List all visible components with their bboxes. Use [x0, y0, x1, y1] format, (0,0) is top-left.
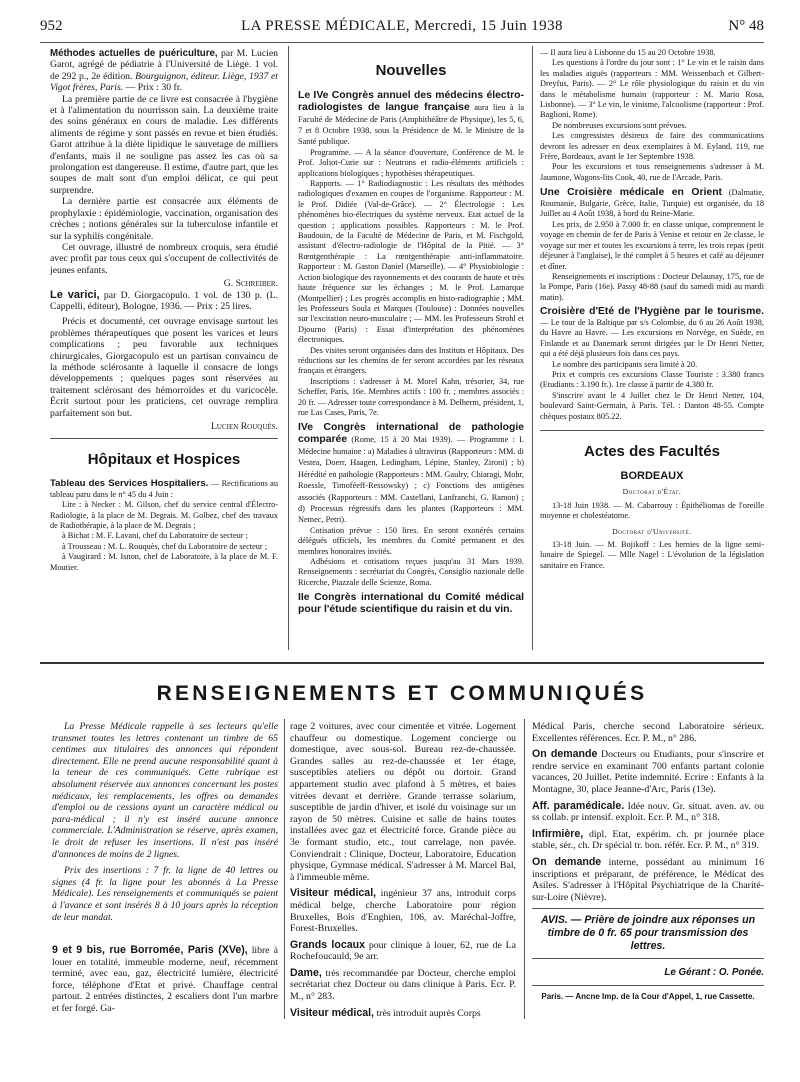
book1-paragraph: Cet ouvrage, illustré de nombreux croquis, sera étudié avec profit par tous ceux qui s'occupent de collectivités de jeunes enfants. [50, 241, 278, 276]
ad-paramedicale-lead: Aff. paramédicale. [532, 799, 625, 812]
congress-1-inscriptions: Inscriptions : s'adresser à M. Morel Kahn, trésorier, 34, rue Scheffer, Paris, 16e. Membres actifs : 100 fr. ; membres associés : 20 fr. — Adresser toute correspondance à M. Delherm, président, 1, rue Las Cases, Paris, 7e. [298, 376, 524, 417]
croisiere-ete [540, 306, 764, 359]
croisiere-orient-prix: Les prix, de 2.950 à 7.000 fr. en classe unique, comprennent le voyage en chemin de fer de Paris à Venise et retour en 2e classe, le voyage sur mer et toutes les excursions à terre, les trois repas (petit déjeuner à l'anglaise), le thé complet à 5 heures et café au déjeuner et dîner. [540, 219, 764, 271]
book-review-1 [50, 48, 278, 94]
ad-visiteur-1 [290, 888, 516, 934]
ad-visiteur-1-lead: Visiteur médical, [290, 887, 377, 900]
bottom-column-notice [52, 721, 278, 1020]
ad-demande-1-lead: On demande [532, 748, 598, 761]
congress-2-head: IVe Congrès international de pathologie comparée [298, 422, 524, 446]
book1-paragraph: La dernière partie est consacrée aux éléments de prophylaxie : épidémiologie, vaccination, organisation des crèches ; notions générales sur la tuberculose infantile et sur la syphilis congénitale. [50, 196, 278, 242]
doctorat-univ-entry: 13-18 Juin. — M. Bojikoff : Les hernies de la ligne semi-lunaire de Spiegel. — Mlle Nagel : L'évolution de la législation sanitaire en France. [540, 540, 764, 570]
croisiere-ete-inscription: S'inscrire avant le 4 Juillet chez le Dr Henri Netter, 104, boulevard Saint-Germain, à Paris. Tél. : Danton 48-55. Compte chèques postaux 805.22. [540, 390, 764, 421]
avis-notice: AVIS. — Prière de joindre aux réponses un timbre de 0 fr. 65 pour transmission des lettres. [540, 914, 756, 952]
congress-3-renseignements: Pour les excursions et tous renseignements s'adresser à M. Jaumone, Wagons-lits Cook, 40, rue de l'Arcade, Paris. [540, 162, 764, 182]
book2-title: Le varici, [50, 288, 100, 301]
congress-1-programme: Programme. — A la séance d'ouverture, Conférence de M. le Prof. Joliot-Curie sur : Neutrons et radio-éléments artificiels : applications biologiques ; hypothèses thérapeutiques. [298, 147, 524, 178]
ad-visiteur-1-body: ingénieur 37 ans, introduit corps médical belge, cherche Laboratoire pour région Bruxelles, Bois d'Enghien, 106, av. Maréchal-Joffre, Forest-Bruxelles. [290, 888, 516, 935]
ad-visiteur-2 [290, 1008, 516, 1020]
book1-price: — Prix : 30 fr. [125, 82, 182, 94]
ad-dame-body: très recommandée par Docteur, cherche emploi secrétariat chez Docteur ou dans clinique à Paris. Ecr. P. M., n° 283. [290, 967, 516, 1003]
bordeaux-heading: BORDEAUX [620, 470, 684, 482]
column-rule [524, 719, 525, 1019]
bottom-column-ads [290, 721, 516, 1024]
congress-1-body: aura lieu à la Faculté de Médecine de Paris (Amphithéâtre de Physique), les 5, 6, 7 et 8 Octobre 1938, sous la Présidence de M. le Ministre de la Santé publique. [298, 102, 524, 147]
nouvelles-title: Nouvelles [375, 62, 447, 79]
hopitaux-line: à Trousseau : M. L. Rouquès, chef du Laboratoire de secteur ; [62, 541, 268, 551]
ad-dame [290, 968, 516, 1003]
hopitaux-intro-text: — Rectifications au tableau paru dans le n° 45 du 4 Juin : [50, 479, 278, 499]
croisiere-orient [540, 187, 764, 220]
book1-ref: par M. Lucien Garot, agrégé de pédiatrie à l'Université de Liège. 1 vol. de 292 p., 2e édition. [50, 48, 278, 82]
section-divider [50, 438, 278, 439]
issue-number: N° 48 [728, 18, 764, 34]
croisiere-orient-body: (Dalmatie, Roumanie, Bulgarie, Grèce, Italie, Turquie) est organisée, du 18 Juillet au 4 Août 1938, à bord du Reine-Marie. [540, 188, 764, 219]
bottom-column-ads-2 [532, 721, 764, 1007]
renseignements-title: RENSEIGNEMENTS ET COMMUNIQUÉS [156, 682, 648, 705]
book1-signature: G. Schreiber. [223, 278, 278, 290]
hopitaux-intro [50, 479, 278, 500]
croisiere-orient-rens: Renseignements et inscriptions : Docteur Delaunay, 175, rue de la Pompe, Paris (16e). Passy 48-88 (sauf du samedi midi au mardi matin). [540, 271, 764, 302]
doctorat-etat-heading: Doctorat d'État. [622, 487, 682, 497]
book2-signature: Lucien Rouquès. [211, 421, 278, 432]
congress-3-excursions: De nombreuses excursions sont prévues. [552, 120, 687, 130]
column-reviews [50, 48, 278, 573]
congress-3-head: IIe Congrès international du Comité médical pour l'étude scientifique du raisin et du vin. [298, 592, 524, 616]
ad-infirmiere-lead: Infirmière, [532, 827, 584, 840]
ad-borromee-body: libre à louer en totalité, immeuble moderne, neuf, récemment terminé, avec eau, gaz, électricité lumière, électricité force, téléphone d'Etat et privé. Chauffage central partout. 2 entrées distinctes, 2 escaliers dont l'un marbre et fer forgé. Ga- [52, 945, 278, 1015]
ad-borromee-suite: rage 2 voitures, avec cour cimentée et vitrée. Logement chauffeur ou domestique. Logement concierge ou domestique, avec sous-sol. Bureau rez-de-chaussée. Grandes salles au rez-de-chaussée et 1er étage, susceptibles ateliers ou dépôt ou dortoir. Grand appartement studio avec plafond à 5 mètres, et baies vitrées devant et derrière. Grande terrasse solarium, susceptible de jardin d'hiver, et isolé du voisinage sur un rayon de 50 mètres. Cuisine et salle de bains toutes installées avec gaz et électricité force. Grande pièce au 3e formant studio, etc., tout carrelage, non pavée. Conviendrait : Clinique, Docteur, Laboratoire, Education physique, Gymnase médical. S'adresser à M. Marcel Bal, à l'immeuble même. [290, 721, 516, 883]
avis-rule [532, 908, 764, 909]
ad-locaux [290, 940, 516, 963]
ad-demande-1-body: Docteurs ou Etudiants, pour s'inscrire et rendre service en examinant 700 enfants partant colonie vacances, 20 Juillet. Petite indemnité. Ecrire : Enfants à la Montagne, 30, place Jeanne-d'Arc, Paris (13e). [532, 749, 764, 795]
ad-infirmiere-body: dipl. Etat, expérim. ch. pr journée place stable, sér., ch. Dr spécial tr. bon. référ. Ecr. P. M., n° 319. [532, 828, 764, 852]
croisiere-ete-head: Croisière d'Eté de l'Hygiène par le tourisme. [540, 306, 764, 318]
column-nouvelles-suite [540, 48, 764, 571]
ad-infirmiere [532, 829, 764, 852]
congress-1-head: Le IVe Congrès annuel des médecins électro-radiologistes de langue française [298, 90, 524, 113]
imprint-line: Paris. — Ancne Imp. de la Cour d'Appel, 1, rue Cassette. [541, 991, 755, 1001]
croisiere-ete-body: — Le tour de la Baltique par s/s Colombie, du 6 au 26 Août 1938, du Havre au Havre. — Les excursions en Norvège, en Suède, en Finlande et au Danemark seront dirigées par le Dr Henri Netter, qui a été déjà plusieurs fois dans ces pays. [540, 317, 764, 359]
book1-publisher: Bourguignon, éditeur. Liège, 1937 et Vigot frères, Paris. [50, 70, 278, 94]
renseignements-prix: Prix des insertions : 7 fr. la ligne de 40 lettres ou signes (4 fr. la ligne pour les abonnés à La Presse Médicale). Les renseignements et communiqués se paient à l'avance et sont insérés 8 à 10 jours après la réception de leur mandat. [52, 865, 278, 923]
congress-1-rapports: Rapports. — 1° Radiodiagnostic : Les résultats des méthodes radiologiques d'examen en coupes de l'organisme. Rapporteur : M. le Prof. Didiée (Val-de-Grâce). — 2° Électrologie : Les phénomènes bio-électriques du système nerveux. Etat actuel de la question ; applications possibles. Rapporteurs : M. le Prof. Baudouin, de la Faculté de Médecine de Paris, et M. Fischgold, assistant d'électro-radiologie de l'Hôpital de la Pitié. — 3° Rœntgenthérapie : La rœntgenthérapie anti-inflammatoire. Rapporteur : M. Gaston Daniel (Marseille). — 4° Physiobiologie : Action biologique des rayonnements et des courants de haute et très haute fréquence sur les échanges ; M. le Prof. Lamarque (Montpellier) ; Les progrès accomplis en histo-radiographie ; MM. les Professeurs Soula et Marques (Toulouse) : Données nouvelles sur l'excitation neuro-musculaire ; — MM. les Professeurs Strohl et Djourno (Paris) : Essai d'interprétation des phénomènes électroniques. [298, 179, 524, 345]
congress-3-questions: Les questions à l'ordre du jour sont : 1° Le vin et le raisin dans les maladies aiguës (rapporteurs : MM. Weissenbach et Gilbert-Dreyfus, Paris). — 2° Le rôle physiologique du raisin et du vin dans le métabolisme humain (rapporteur : M. Mario Rosa, Lisbonne). — 3° Le vin, le vinisme, l'alcoolisme (rapporteur : Prof. Baglioni, Rome). [540, 58, 764, 120]
congress-3-date: — Il aura lieu à Lisbonne du 15 au 20 Octobre 1938. [540, 48, 716, 57]
column-nouvelles [298, 48, 524, 616]
congress-2-body: (Rome, 15 à 20 Mai 1939). — Programme : I. Médecine humaine : a) Maladies à ultravirus (Rapporteurs : MM. di Vestea, Doerr, Haagen, Ledingham, Lépine, Stanley, Zironi) ; b) Hérédité en pathologie (Rapporteurs : MM. Gaulry, Chiaragi, Mohr, Roessle, Timoféeff-Ressowsky) ; c) Fonctions des antigènes associés (Rapporteurs : MM. Castellani, Lanfranchi, G. Ramon) ; d) Processus régressifs dans les plantes (Rapporteurs : MM. Nemec, Petri). [298, 435, 524, 525]
croisiere-ete-prix: Prix et compris ces excursions Classe Touriste : 3.380 francs (Etudiants : 3.190 fr.). 1re classe à partir de 4.380 fr. [540, 369, 764, 390]
ad-visiteur-2-suite: Médical Paris, cherche second Laboratoire sérieux. Excellentes références. Ecr. P. M., n° 286. [532, 721, 764, 744]
book-review-2 [50, 290, 278, 313]
ad-demande-1 [532, 749, 764, 795]
hopitaux-subtitle: Tableau des Services Hospitaliers. [50, 478, 209, 490]
hopitaux-line: à Bichat : M. F. Lavani, chef du Laboratoire de secteur ; [62, 531, 248, 541]
ad-dame-lead: Dame, [290, 966, 322, 979]
page-header [40, 12, 764, 38]
ad-visiteur-2-body: très introduit auprès Corps [374, 1007, 481, 1019]
ad-demande-2 [532, 857, 764, 903]
ad-visiteur-2-lead: Visiteur médical, [290, 1006, 375, 1019]
croisiere-orient-head: Une Croisière médicale en Orient [540, 187, 723, 199]
congress-2-adhesions: Adhésions et cotisations reçues jusqu'au 31 Mars 1939. Renseignements : secrétariat du Congrès, Consiglio nazionale delle Ricerche, Piazzale delle Scienze, Roma. [298, 557, 524, 587]
renseignements-notice: La Presse Médicale rappelle à ses lecteurs qu'elle transmet toutes les lettres contenant un timbre de 65 centimes aux titulaires des annonces qui répondent directement. Elle ne prend aucune responsabilité quant à la teneur de ces communiqués. Cette rubrique est absolument réservée aux annonces concernant les postes médicaux, les remplacements, les offres ou demandes d'emploi ou de cessions ayant un caractère médical ou para-médical ; il n'y est inséré aucune annonce commerciale. L'Administration se réserve, après examen, le droit de refuser les insertions. Il n'est pas inséré d'annonces de moins de 2 lignes. [52, 721, 278, 860]
congress-2 [298, 422, 524, 525]
doctorat-univ-heading: Doctorat d'Université. [612, 526, 692, 536]
ad-locaux-lead: Grands locaux [290, 938, 365, 951]
section-divider [540, 430, 764, 431]
ad-demande-2-lead: On demande [532, 855, 602, 868]
book2-paragraph: Précis et documenté, cet ouvrage envisage surtout les problèmes thérapeutiques que posent les varices et leurs complications ; peu favorable aux techniques chirurgicales, Giorgacopulo est un partisan convaincu de la méthode sclérosante à laquelle il consacre de longs développements ; quelques pages sont réservées au traitement sclérosant des hémorroïdes et du varicocèle. Écrit surtout pour les praticiens, cet ouvrage remplira parfaitement son but. [50, 316, 278, 419]
ad-borromee [52, 945, 278, 1015]
book1-paragraph: La première partie de ce livre est consacrée à l'hygiène et à l'alimentation du nourrisson sain. La deuxième traite des soins généraux en cours de maladie. Les différents aliments de régime y sont passés en revue et bien étudiés. Garot attribue à la diète lipidique le sauvetage de milliers d'enfants, mais il ne souligne pas assez les cas où sa prolongation est dangereuse. Il estime, d'autre part, que les soupes de malt sont d'un emploi délicat, ce qui peut surprendre. [50, 93, 278, 196]
ad-paramedicale [532, 801, 764, 824]
header-rule [40, 42, 764, 43]
congress-3-communications: Les congressistes désireux de faire des communications devront les adresser en deux exemplaires à M. Eyland, 119, rue Frère, Bordeaux, avant le 1er Septembre 1938. [540, 131, 764, 162]
book1-title: Méthodes actuelles de puériculture, [50, 48, 218, 59]
congress-2-cotisation: Cotisation prévue : 150 lires. En seront exonérés certains délégués officiels, les membres du Comité permanent et des membres honoraires invités. [298, 525, 524, 556]
congress-1-visites: Des visites seront organisées dans des Instituts et Hôpitaux. Des réductions sur les chemins de fer seront accordées par les réseaux français et étrangers. [298, 345, 524, 376]
ad-demande-2-body: interne, possédant au minimum 16 inscriptions et préparant, de préférence, le Médicat des Asiles. S'adresser à l'Hôpital Psychiatrique de la Charité-sur-Loire (Nièvre). [532, 856, 764, 903]
page-number: 952 [40, 18, 63, 34]
hopitaux-line: à Vaugirard : M. Isnon, chef de Laboratoire, à la place de M. F. Moutier. [50, 552, 278, 572]
actes-title: Actes des Facultés [584, 443, 720, 460]
column-rule [284, 719, 285, 1019]
journal-title: LA PRESSE MÉDICALE, Mercredi, 15 Juin 1938 [241, 18, 563, 34]
imprint-rule [532, 985, 764, 986]
hopitaux-line: Lire : à Necker : M. Gilson, chef du service central d'Électro-Radiologie, à la place de M. Degrais. M. Golbez, chef des travaux de Radiothérapie, à la place de M. Degrais ; [50, 500, 278, 531]
column-rule [532, 46, 533, 650]
ad-borromee-lead: 9 et 9 bis, rue Borromée, Paris (XVe), [52, 944, 248, 957]
ad-locaux-body: pour clinique à louer, 62, rue de La Rochefoucauld, 9e arr. [290, 939, 517, 963]
croisiere-ete-nombre: Le nombre des participants sera limité à 20. [552, 359, 698, 369]
ad-paramedicale-body: Idée nouv. Gr. situat. aven. av. ou ss collab. pr intensif. exploit. Ecr. P. M., n° 318. [532, 800, 764, 824]
gerant-line: Le Gérant : O. Ponée. [664, 967, 764, 979]
congress-1 [298, 90, 524, 148]
section-rule [40, 662, 764, 664]
book2-ref: par D. Giorgacopulo. 1 vol. de 130 p. (L. Cappelli, éditeur), Bologne, 1936. — Prix : 25 lires. [50, 289, 278, 312]
doctorat-etat-entry: 13-18 Juin 1938. — M. Cabarrouy : Épithéliomas de l'oreille moyenne et cholestéatome. [540, 500, 764, 521]
hopitaux-title: Hôpitaux et Hospices [87, 451, 241, 469]
column-rule [288, 46, 289, 650]
avis-rule [532, 958, 764, 959]
